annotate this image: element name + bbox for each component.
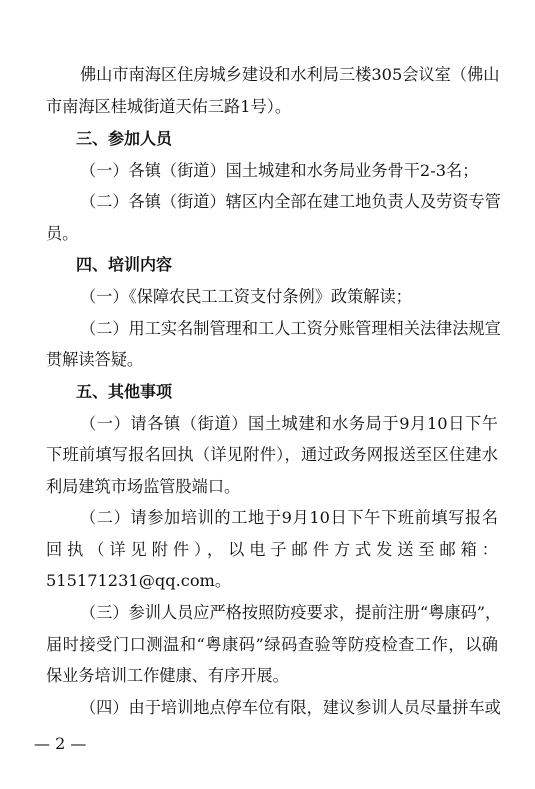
email-address: 515171231@qq.com。 [46, 571, 232, 590]
text-line: 届时接受门口测温和“粤康码”绿码查验等防疫检查工作，以确 [46, 635, 498, 654]
text-line: 员。 [46, 224, 79, 243]
text-line: （二）各镇（街道）辖区内全部在建工地负责人及劳资专管 [80, 192, 501, 211]
text-line: 贯解读答疑。 [46, 350, 144, 369]
text-line: （一）各镇（街道）国土城建和水务局业务骨干2-3名； [80, 161, 479, 180]
text-line: 回执（详见附件），以电子邮件方式发送至邮箱： [46, 540, 498, 559]
text-line: （三）参训人员应严格按照防疫要求，提前注册“粤康码”， [80, 603, 502, 622]
text-line: 利局建筑市场监管股端口。 [46, 477, 241, 496]
section-heading: 四、培训内容 [76, 255, 173, 274]
section-heading: 五、其他事项 [76, 382, 173, 401]
text-line: 佛山市南海区住房城乡建设和水利局三楼305会议室（佛山 [80, 65, 500, 84]
text-line: （二）用工实名制管理和工人工资分账管理相关法律法规宣 [80, 319, 501, 338]
text-line: （四）由于培训地点停车位有限，建议参训人员尽量拼车或 [80, 698, 501, 717]
text-line: （二）请参加培训的工地于9月10日下午下班前填写报名 [80, 508, 498, 527]
text-line: 下班前填写报名回执（详见附件），通过政务网报送至区住建水 [46, 445, 498, 464]
section-heading: 三、参加人员 [76, 129, 173, 148]
text-line: （一）《保障农民工工资支付条例》政策解读； [80, 287, 412, 306]
page-number: — 2 — [34, 734, 87, 753]
text-line: 市南海区桂城街道天佑三路1号）。 [46, 97, 292, 116]
text-line: 保业务培训工作健康、有序开展。 [46, 666, 289, 685]
text-line: （一）请各镇（街道）国土城建和水务局于9月10日下午 [80, 414, 498, 433]
